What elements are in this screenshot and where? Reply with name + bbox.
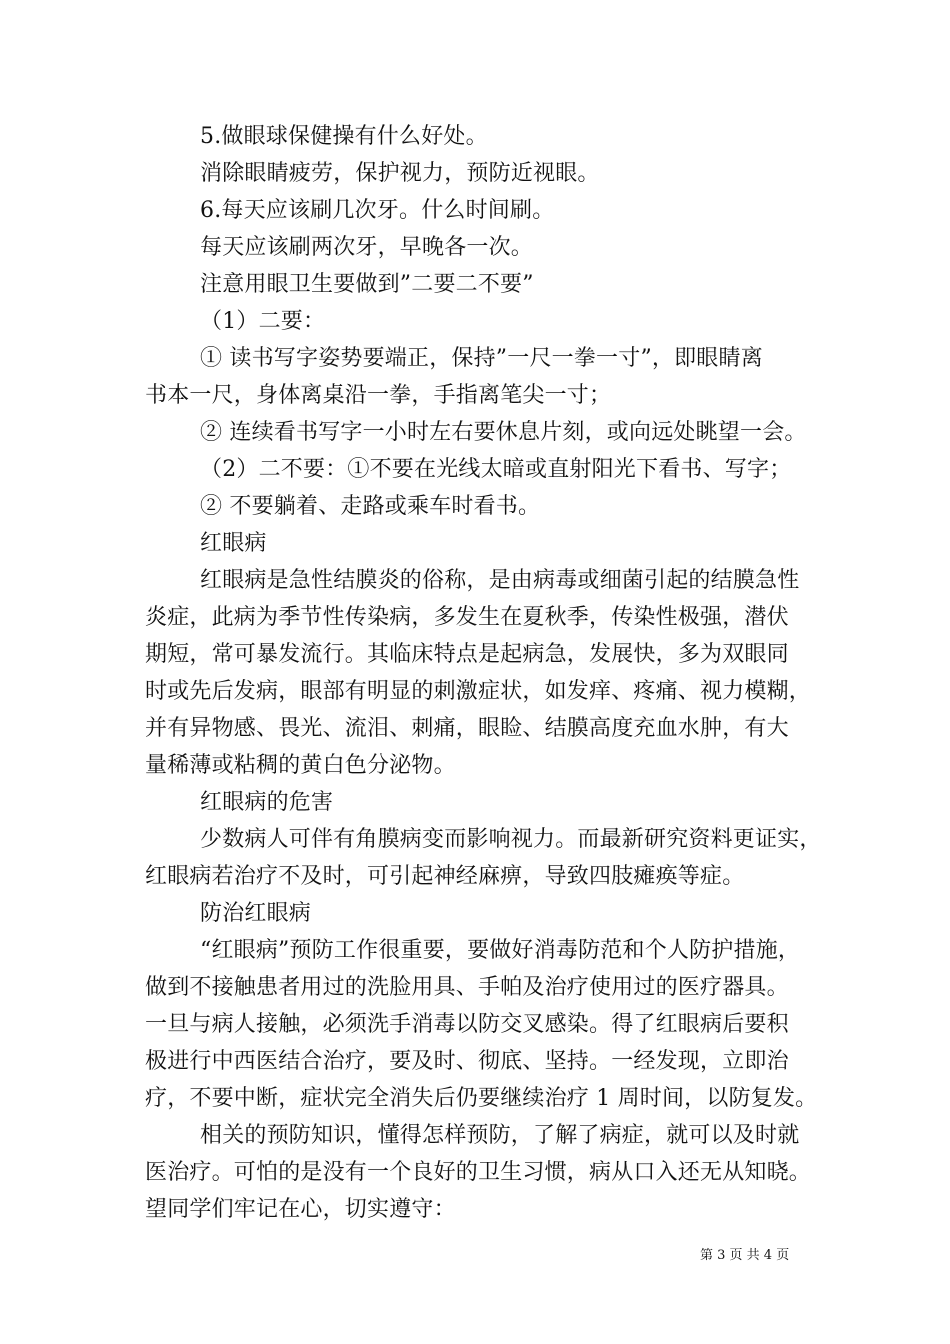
page-number-footer: 第 3 页 共 4 页	[700, 1248, 790, 1263]
eye-hygiene-heading: 注意用眼卫生要做到”二要二不要”	[200, 272, 534, 297]
answer-6: 每天应该刷两次牙，早晚各一次。	[200, 235, 534, 260]
pinkeye-heading: 红眼病	[200, 531, 267, 556]
pinkeye-paragraph-line: 量稀薄或粘稠的黄白色分泌物。	[145, 753, 456, 778]
pinkeye-paragraph-line: 炎症，此病为季节性传染病，多发生在夏秋季，传染性极强，潜伏	[145, 605, 789, 630]
prevention-paragraph-line: 做到不接触患者用过的洗脸用具、手帕及治疗使用过的医疗器具。	[145, 975, 789, 1000]
do-item-1-line-1: ① 读书写字姿势要端正，保持”一尺一拳一寸”，即眼睛离	[200, 346, 763, 371]
question-6: 6.每天应该刷几次牙。什么时间刷。	[200, 198, 555, 223]
pinkeye-harm-heading: 红眼病的危害	[200, 790, 334, 815]
pinkeye-paragraph-line: 时或先后发病，眼部有明显的刺激症状，如发痒、疼痛、视力模糊，	[145, 679, 812, 704]
two-dos-heading: （1）二要：	[200, 309, 326, 334]
pinkeye-prevention-heading: 防治红眼病	[200, 901, 312, 926]
closing-paragraph-line: 相关的预防知识，懂得怎样预防，了解了病症，就可以及时就	[200, 1123, 800, 1148]
two-donts-line-2: ② 不要躺着、走路或乘车时看书。	[200, 494, 541, 519]
pinkeye-harm-paragraph-line: 少数病人可伴有角膜病变而影响视力。而最新研究资料更证实，	[200, 827, 822, 852]
do-item-1-line-2: 书本一尺，身体离桌沿一拳，手指离笔尖一寸；	[145, 383, 612, 408]
pinkeye-paragraph-line: 红眼病是急性结膜炎的俗称，是由病毒或细菌引起的结膜急性	[200, 568, 800, 593]
closing-paragraph-line: 医治疗。可怕的是没有一个良好的卫生习惯，病从口入还无从知晓。	[145, 1160, 812, 1185]
closing-paragraph-line: 望同学们牢记在心，切实遵守：	[145, 1197, 456, 1222]
prevention-paragraph-line: 极进行中西医结合治疗，要及时、彻底、坚持。一经发现，立即治	[145, 1049, 789, 1074]
two-donts-line-1: （2）二不要：①不要在光线太暗或直射阳光下看书、写字；	[200, 457, 792, 482]
pinkeye-paragraph-line: 并有异物感、畏光、流泪、刺痛，眼睑、结膜高度充血水肿，有大	[145, 716, 789, 741]
do-item-2: ② 连续看书写字一小时左右要休息片刻，或向远处眺望一会。	[200, 420, 807, 445]
prevention-paragraph-line: 一旦与病人接触，必须洗手消毒以防交叉感染。得了红眼病后要积	[145, 1012, 789, 1037]
pinkeye-harm-paragraph-line: 红眼病若治疗不及时，可引起神经麻痹，导致四肢瘫痪等症。	[145, 864, 745, 889]
answer-5: 消除眼睛疲劳，保护视力，预防近视眼。	[200, 161, 600, 186]
prevention-paragraph-line: “红眼病”预防工作很重要，要做好消毒防范和个人防护措施，	[200, 938, 801, 963]
pinkeye-paragraph-line: 期短，常可暴发流行。其临床特点是起病急，发展快，多为双眼同	[145, 642, 789, 667]
prevention-paragraph-line: 疗，不要中断，症状完全消失后仍要继续治疗 1 周时间，以防复发。	[145, 1086, 818, 1111]
question-5: 5.做眼球保健操有什么好处。	[200, 124, 488, 149]
